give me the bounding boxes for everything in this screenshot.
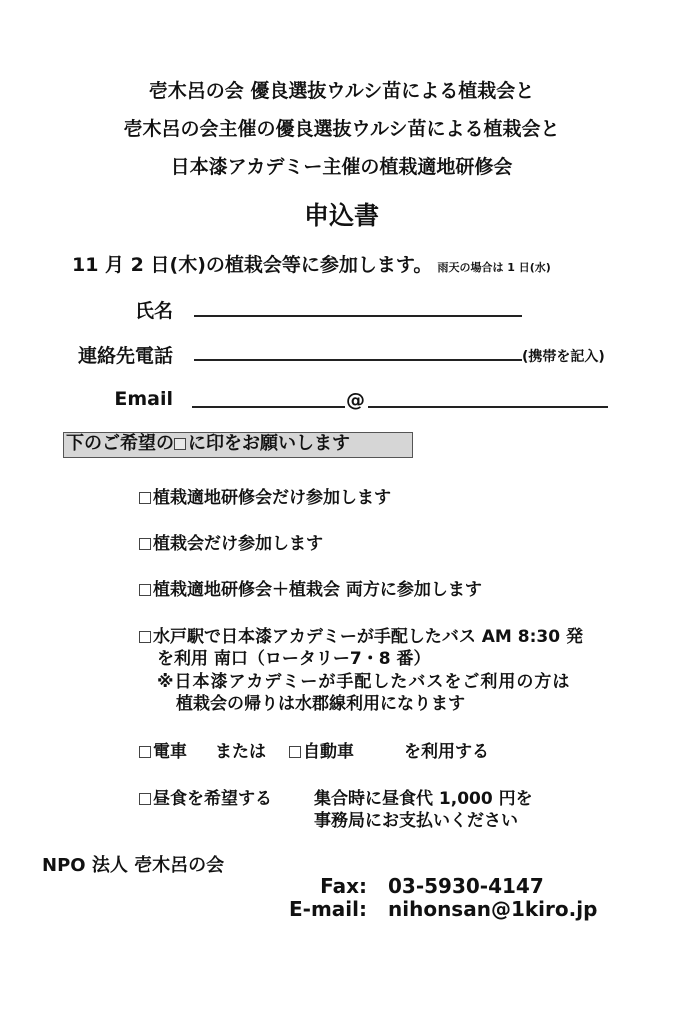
option-both (139, 575, 482, 600)
option-car (289, 737, 354, 762)
email-at-sign: @ (346, 389, 365, 411)
option-planting-only (139, 529, 323, 554)
event-date: 11 月 2 日(木)の植栽会等に参加します。 (72, 254, 433, 276)
bus-note-1: ※日本漆アカデミーが手配したバスをご利用の方は (157, 672, 571, 692)
option-lunch (139, 784, 272, 809)
checkbox-both[interactable] (139, 584, 151, 596)
checkbox-car[interactable] (289, 746, 301, 758)
email-contact-label: E-mail: (288, 897, 367, 921)
instruction-text-before: 下のご希望の (66, 433, 174, 454)
option-label: 植栽適地研修会だけ参加します (153, 488, 391, 508)
train-label: 電車 (153, 742, 187, 762)
checkbox-planting-only[interactable] (139, 538, 151, 550)
car-label: 自動車 (303, 742, 354, 762)
rain-note: 雨天の場合は 1 日(水) (437, 261, 551, 274)
lunch-detail-1: 集合時に昼食代 1,000 円を (314, 789, 533, 809)
title-line-3: 日本漆アカデミー主催の植栽適地研修会 (170, 156, 513, 178)
option-label: 植栽会だけ参加します (153, 534, 323, 554)
title-line-1: 壱木呂の会 優良選抜ウルシ苗による植栽会と (148, 80, 535, 102)
instruction-text-after: に印をお願いします (188, 433, 350, 454)
email-label: Email (114, 388, 173, 410)
phone-note: (携帯を記入) (522, 349, 605, 365)
fax-label: Fax: (320, 874, 367, 898)
option-bus-line2: を利用 南口（ロータリー7・8 番） (157, 649, 431, 669)
email-contact-value[interactable]: nihonsan@1kiro.jp (388, 897, 598, 921)
phone-label: 連絡先電話 (77, 345, 173, 367)
email-domain-field[interactable] (368, 406, 608, 408)
checkbox-train[interactable] (139, 746, 151, 758)
instruction-banner (63, 432, 413, 458)
option-label: 昼食を希望する (153, 789, 272, 809)
email-user-field[interactable] (192, 406, 345, 408)
option-label: 水戸駅で日本漆アカデミーが手配したバス AM 8:30 発 (153, 627, 583, 647)
form-title: 申込書 (303, 201, 379, 230)
transport-suffix: を利用する (404, 742, 489, 762)
phone-field[interactable] (194, 359, 522, 361)
lunch-detail-2: 事務局にお支払いください (314, 811, 518, 831)
org-name: NPO 法人 壱木呂の会 (42, 855, 225, 876)
name-field[interactable] (194, 315, 522, 317)
checkbox-lunch[interactable] (139, 793, 151, 805)
option-transport (139, 737, 187, 762)
checkbox-bus[interactable] (139, 631, 151, 643)
or-label: または (215, 742, 266, 762)
checkbox-training-only[interactable] (139, 492, 151, 504)
option-training-only (139, 483, 391, 508)
option-label: 植栽適地研修会＋植栽会 両方に参加します (153, 580, 482, 600)
title-line-2: 壱木呂の会主催の優良選抜ウルシ苗による植栽会と (123, 118, 560, 140)
fax-value: 03-5930-4147 (388, 874, 544, 898)
name-label: 氏名 (134, 300, 173, 322)
event-date-line (72, 250, 551, 277)
bus-note-2: 植栽会の帰りは水郡線利用になります (176, 694, 465, 714)
checkbox-icon (174, 438, 186, 450)
